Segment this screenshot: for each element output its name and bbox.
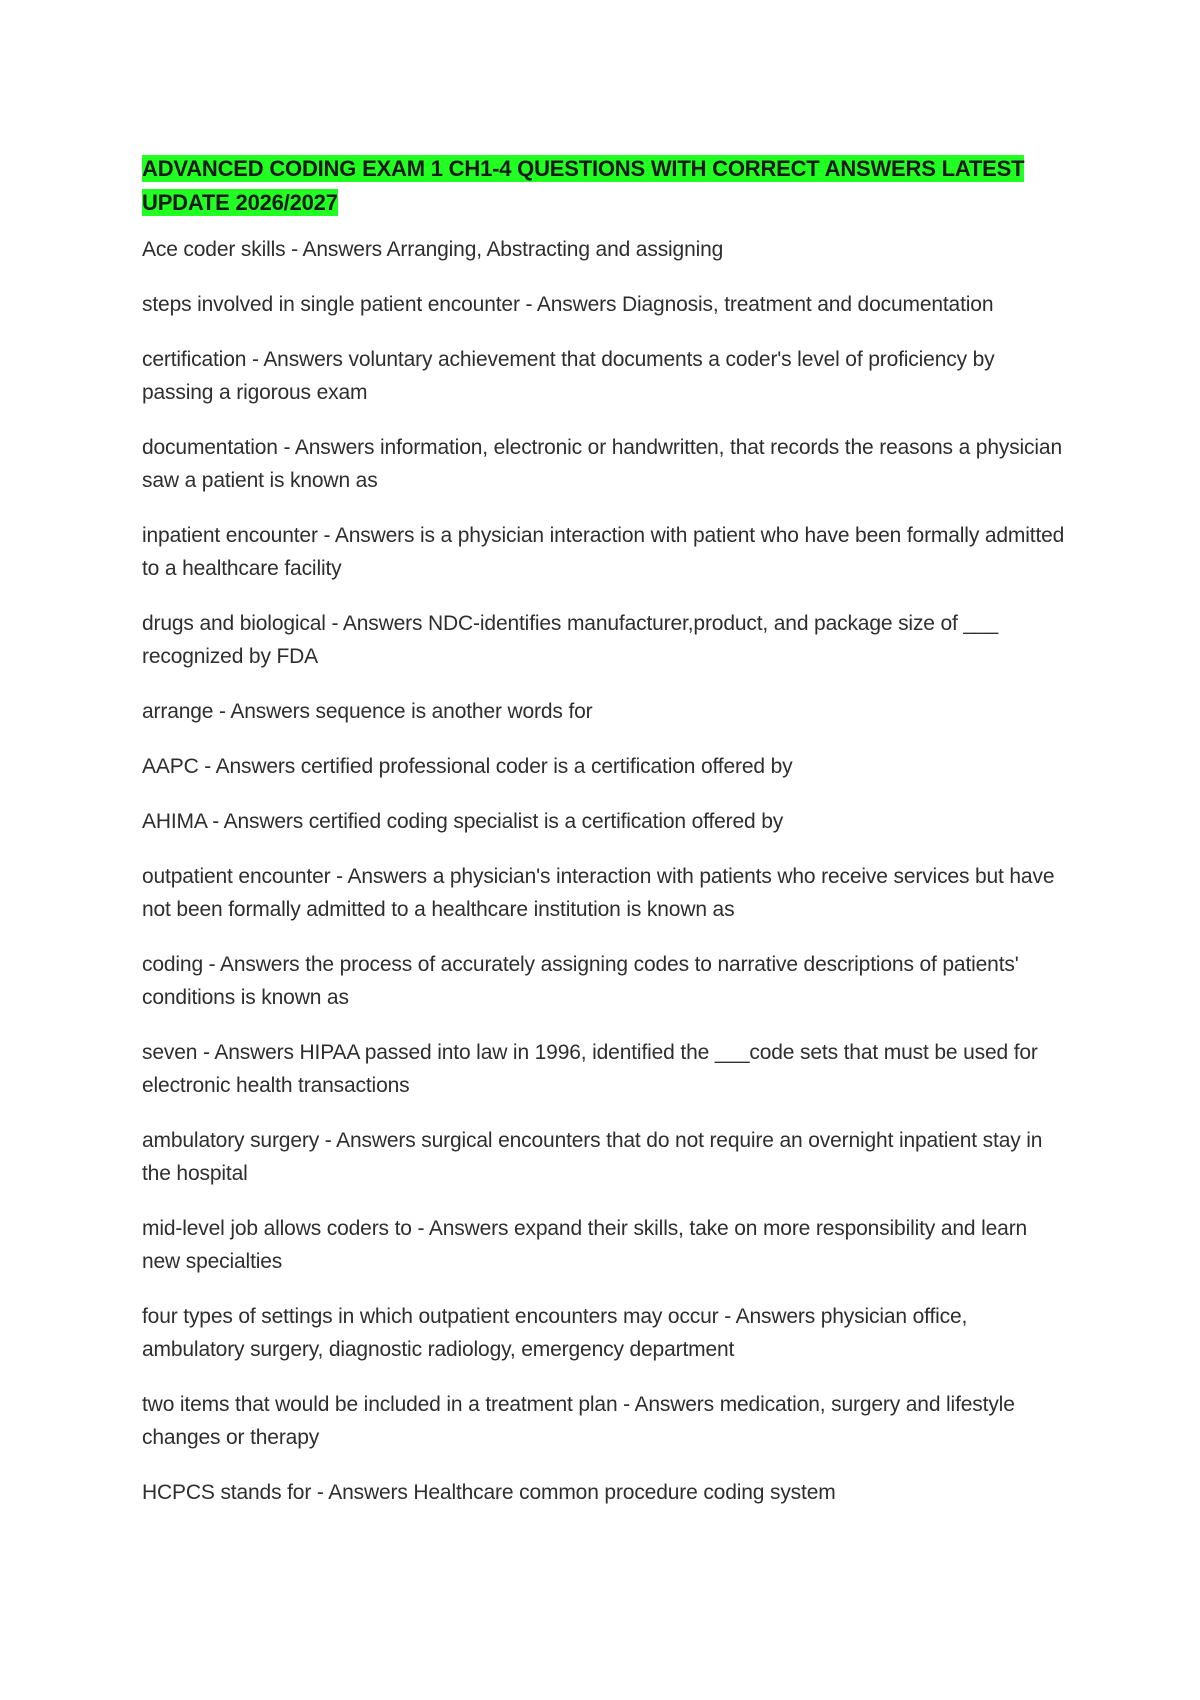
qa-entry: outpatient encounter - Answers a physician's interaction with patients who receive services but have not been formally admitted to a healthcare institution is known as <box>142 865 1055 921</box>
qa-entry: HCPCS stands for - Answers Healthcare common procedure coding system <box>142 1481 836 1504</box>
qa-entry: inpatient encounter - Answers is a physician interaction with patient who have been formally admitted to a healthcare facility <box>142 524 1065 580</box>
qa-entry: arrange - Answers sequence is another words for <box>142 700 593 723</box>
title-highlight: ADVANCED CODING EXAM 1 CH1-4 QUESTIONS WITH CORRECT ANSWERS LATEST UPDATE 2026/2027 <box>142 156 1025 215</box>
qa-entry: steps involved in single patient encounter - Answers Diagnosis, treatment and documentation <box>142 293 994 316</box>
qa-entry: two items that would be included in a treatment plan - Answers medication, surgery and lifestyle changes or therapy <box>142 1393 1015 1449</box>
document-title <box>142 152 1067 220</box>
qa-entry: coding - Answers the process of accurately assigning codes to narrative descriptions of patients' conditions is known as <box>142 953 1019 1009</box>
qa-entry: Ace coder skills - Answers Arranging, Abstracting and assigning <box>142 238 724 261</box>
qa-entry: drugs and biological - Answers NDC-identifies manufacturer,product, and package size of ___ recognized by FDA <box>142 612 998 668</box>
qa-entry: AAPC - Answers certified professional coder is a certification offered by <box>142 755 793 778</box>
qa-entry: documentation - Answers information, electronic or handwritten, that records the reasons a physician saw a patient is known as <box>142 436 1062 492</box>
document-body <box>142 152 1067 1531</box>
qa-entry: mid-level job allows coders to - Answers expand their skills, take on more responsibility and learn new specialties <box>142 1217 1028 1273</box>
qa-entry: certification - Answers voluntary achievement that documents a coder's level of proficiency by passing a rigorous exam <box>142 348 995 404</box>
qa-entry: seven - Answers HIPAA passed into law in 1996, identified the ___code sets that must be used for electronic health transactions <box>142 1041 1038 1097</box>
qa-entry: AHIMA - Answers certified coding specialist is a certification offered by <box>142 810 784 833</box>
qa-entry: ambulatory surgery - Answers surgical encounters that do not require an overnight inpatient stay in the hospital <box>142 1129 1043 1185</box>
qa-entry: four types of settings in which outpatient encounters may occur - Answers physician office, ambulatory surgery, diagnostic radiology, emergency department <box>142 1305 968 1361</box>
